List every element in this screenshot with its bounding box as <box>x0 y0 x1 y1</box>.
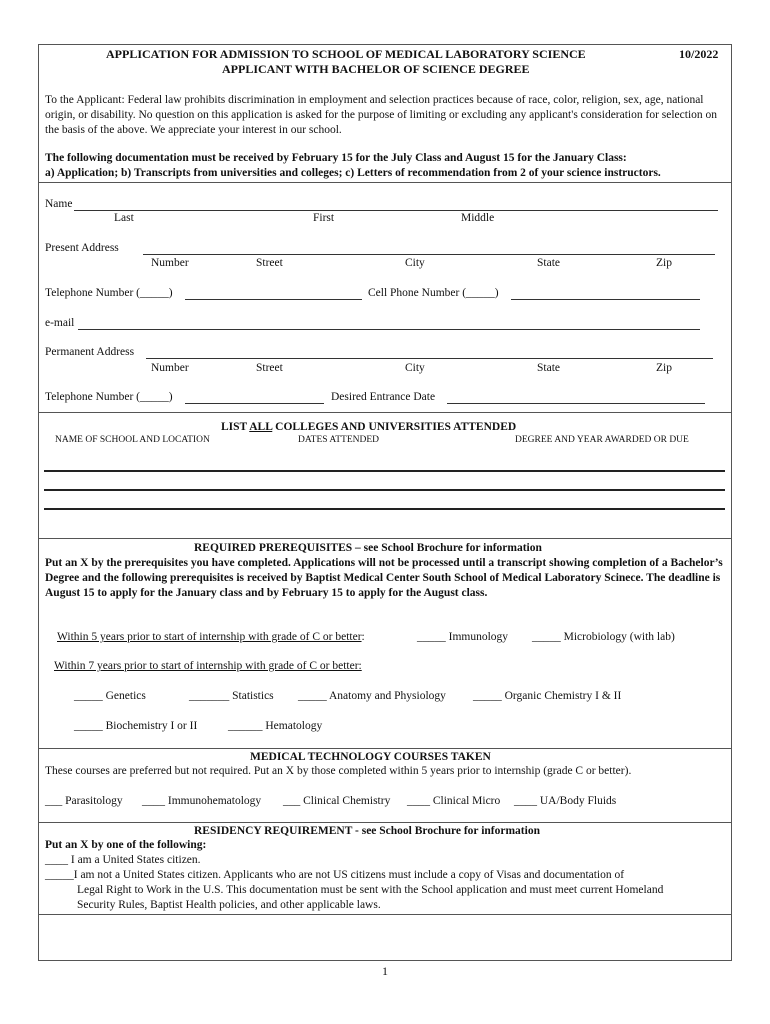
ua-body-fluids-checkbox[interactable]: ____ UA/Body Fluids <box>514 795 617 807</box>
divider <box>38 914 731 915</box>
clinical-micro-checkbox[interactable]: ____ Clinical Micro <box>407 795 501 807</box>
prerequisites-instructions: Put an X by the prerequisites you have completed. Applications will not be processed until a transcript showing completion of a Bachelor’s Degree and the following prerequisites is received by Baptist Medical Center South School of Medical Laboratory Scinece. The deadline is August 15 to apply for the January class and by February 15 to apply for the August class. <box>45 557 723 599</box>
divider <box>38 182 731 183</box>
permanent-address-label: Permanent Address <box>45 346 135 358</box>
deadline-line-1: The following documentation must be received by February 15 for the July Class and August 15 for the January Class: <box>45 152 627 164</box>
nondiscrimination-notice: To the Applicant: Federal law prohibits discrimination in employment and selection practices because of race, color, religion, sex, age, national origin, or disability. No question on this application is asked for the purpose of limiting or excluding any applicant's consideration for selection on the basis of the above. We appreciate your interest in our school. <box>45 94 718 136</box>
us-citizen-checkbox[interactable]: ____ I am a United States citizen. <box>45 854 201 866</box>
middle-name-caption: Middle <box>461 212 495 224</box>
college-entry-line-2[interactable] <box>44 489 725 491</box>
perm-street-caption: Street <box>256 362 283 374</box>
form-title: APPLICATION FOR ADMISSION TO SCHOOL OF MEDICAL LABORATORY SCIENCE <box>106 47 586 61</box>
email-label: e-mail <box>45 317 75 329</box>
deadline-line-2: a) Application; b) Transcripts from universities and colleges; c) Letters of recommendation from 2 of your science instructors. <box>45 167 661 179</box>
form-subtitle: APPLICANT WITH BACHELOR OF SCIENCE DEGREE <box>222 62 530 76</box>
residency-heading: RESIDENCY REQUIREMENT - see School Brochure for information <box>194 825 540 837</box>
college-entry-line-1[interactable] <box>44 470 725 472</box>
address-street-caption: Street <box>256 257 283 269</box>
entrance-date-label: Desired Entrance Date <box>331 391 436 403</box>
prerequisites-heading: REQUIRED PREREQUISITES – see School Brochure for information <box>194 542 542 554</box>
col-dates-attended: DATES ATTENDED <box>298 435 380 445</box>
col-degree-year: DEGREE AND YEAR AWARDED OR DUE <box>515 435 689 445</box>
email-field[interactable] <box>78 319 700 330</box>
divider <box>38 822 731 823</box>
statistics-checkbox[interactable]: _______ Statistics <box>189 690 274 702</box>
telephone-2-label: Telephone Number (_____) <box>45 391 173 403</box>
address-city-caption: City <box>405 257 425 269</box>
genetics-checkbox[interactable]: _____ Genetics <box>74 690 146 702</box>
col-school-name: NAME OF SCHOOL AND LOCATION <box>55 435 210 445</box>
non-citizen-checkbox[interactable]: _____I am not a United States citizen. Applicants who are not US citizens must include a copy of Visas and documentation of <box>45 869 625 881</box>
non-citizen-text-line-3: Security Rules, Baptist Health policies, and other applicable laws. <box>77 899 381 911</box>
address-state-caption: State <box>537 257 560 269</box>
medtech-note: These courses are preferred but not required. Put an X by those completed within 5 years prior to internship (grade C or better). <box>45 765 632 777</box>
last-name-caption: Last <box>114 212 134 224</box>
present-address-field[interactable] <box>143 244 715 255</box>
clinical-chemistry-checkbox[interactable]: ___ Clinical Chemistry <box>283 795 391 807</box>
anatomy-physiology-checkbox[interactable]: _____ Anatomy and Physiology <box>298 690 446 702</box>
page-number: 1 <box>382 964 388 978</box>
divider <box>38 412 731 413</box>
organic-chemistry-checkbox[interactable]: _____ Organic Chemistry I & II <box>473 690 622 702</box>
colleges-heading: LIST ALL COLLEGES AND UNIVERSITIES ATTENDED <box>221 421 517 433</box>
present-address-label: Present Address <box>45 242 119 254</box>
name-label: Name <box>45 198 73 210</box>
cell-phone-label: Cell Phone Number (_____) <box>368 287 499 299</box>
cell-phone-field[interactable] <box>511 289 700 300</box>
perm-city-caption: City <box>405 362 425 374</box>
within-5-years-label: Within 5 years prior to start of internship with grade of C or better: <box>57 631 365 643</box>
divider <box>38 748 731 749</box>
medtech-heading: MEDICAL TECHNOLOGY COURSES TAKEN <box>250 751 491 763</box>
immunohematology-checkbox[interactable]: ____ Immunohematology <box>142 795 262 807</box>
perm-number-caption: Number <box>151 362 189 374</box>
telephone-2-field[interactable] <box>185 393 324 404</box>
first-name-caption: First <box>313 212 335 224</box>
residency-instruction: Put an X by one of the following: <box>45 839 207 851</box>
address-zip-caption: Zip <box>656 257 672 269</box>
permanent-address-field[interactable] <box>146 348 713 359</box>
telephone-field[interactable] <box>185 289 362 300</box>
non-citizen-text-line-2: Legal Right to Work in the U.S. This documentation must be sent with the School application and must meet current Homeland <box>77 884 664 896</box>
perm-zip-caption: Zip <box>656 362 672 374</box>
parasitology-checkbox[interactable]: ___ Parasitology <box>45 795 123 807</box>
immunology-checkbox[interactable]: _____ Immunology <box>417 631 509 643</box>
entrance-date-field[interactable] <box>447 393 705 404</box>
hematology-checkbox[interactable]: ______ Hematology <box>228 720 323 732</box>
divider <box>38 538 731 539</box>
name-field[interactable] <box>74 200 718 211</box>
microbiology-checkbox[interactable]: _____ Microbiology (with lab) <box>532 631 675 643</box>
address-number-caption: Number <box>151 257 189 269</box>
telephone-label: Telephone Number (_____) <box>45 287 173 299</box>
college-entry-line-3[interactable] <box>44 508 725 510</box>
perm-state-caption: State <box>537 362 560 374</box>
form-date: 10/2022 <box>679 47 719 61</box>
biochemistry-checkbox[interactable]: _____ Biochemistry I or II <box>74 720 198 732</box>
within-7-years-label: Within 7 years prior to start of internship with grade of C or better: <box>54 660 362 672</box>
